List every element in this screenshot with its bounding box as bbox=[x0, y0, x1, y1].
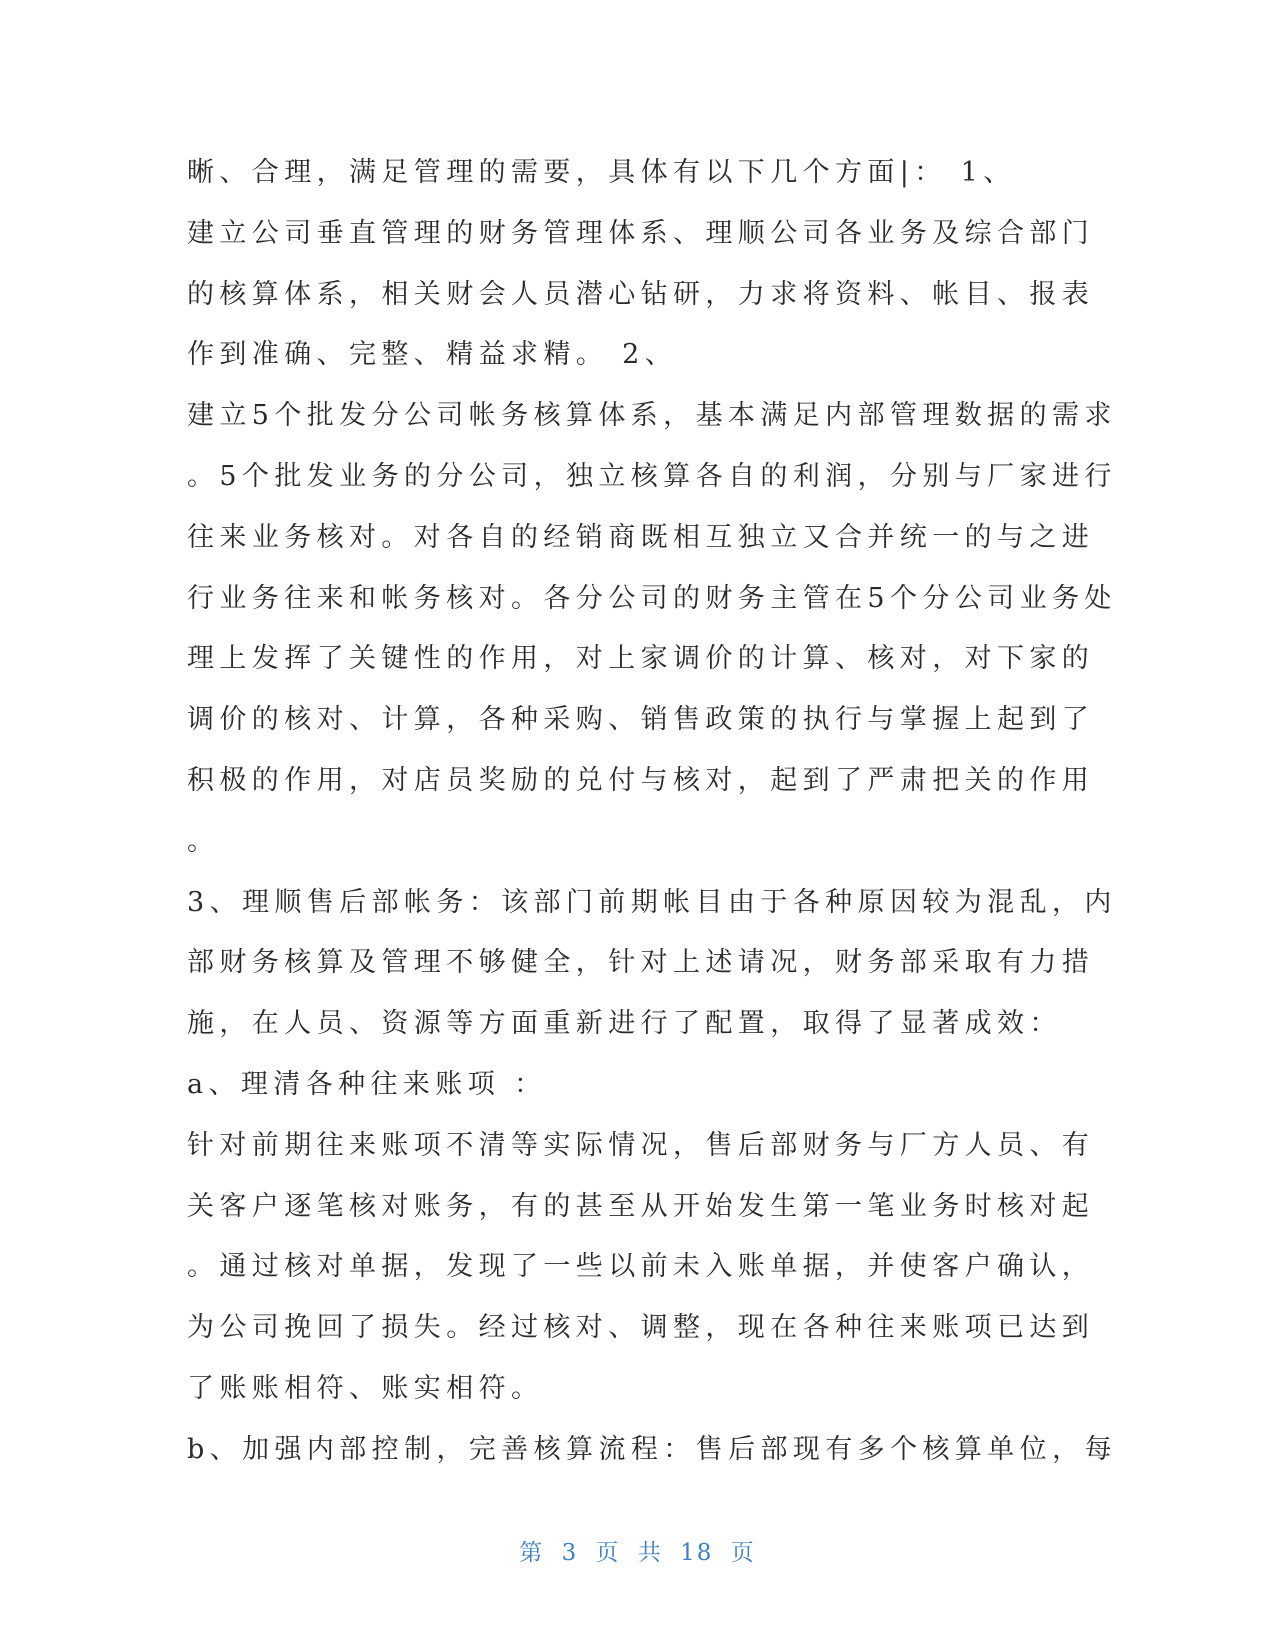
text-line: 关客户逐笔核对账务，有的甚至从开始发生第一笔业务时核对起 bbox=[187, 1190, 1095, 1222]
text-line: 。5个批发业务的分公司，独立核算各自的利润，分别与厂家进行 bbox=[187, 460, 1117, 492]
text-line: 调价的核对、计算，各种采购、销售政策的执行与掌握上起到了 bbox=[187, 704, 1095, 736]
footer-page-number: 3 bbox=[561, 1540, 579, 1566]
text-line: 部财务核算及管理不够健全，针对上述请况，财务部采取有力措 bbox=[187, 947, 1095, 979]
footer-page-suffix: 页 bbox=[730, 1540, 756, 1566]
text-line: 的核算体系，相关财会人员潜心钻研，力求将资料、帐目、报表 bbox=[187, 278, 1095, 310]
text-line: 了账账相符、账实相符。 bbox=[187, 1372, 544, 1404]
text-line: 针对前期往来账项不清等实际情况，售后部财务与厂方人员、有 bbox=[187, 1129, 1095, 1161]
text-line: 往来业务核对。对各自的经销商既相互独立又合并统一的与之进 bbox=[187, 521, 1095, 553]
text-line: 积极的作用，对店员奖励的兑付与核对，起到了严肃把关的作用 bbox=[187, 764, 1095, 796]
text-line: 作到准确、完整、精益求精。 2、 bbox=[187, 339, 678, 371]
text-line: 理上发挥了关键性的作用，对上家调价的计算、核对，对下家的 bbox=[187, 643, 1095, 675]
footer-total-pages: 18 bbox=[680, 1540, 714, 1566]
text-line: 。 bbox=[187, 825, 220, 857]
text-line: 行业务往来和帐务核对。各分公司的财务主管在5个分公司业务处 bbox=[187, 582, 1117, 614]
text-line: b、加强内部控制，完善核算流程：售后部现有多个核算单位，每 bbox=[187, 1433, 1117, 1465]
page-footer bbox=[0, 1534, 1275, 1567]
text-line: 建立5个批发分公司帐务核算体系，基本满足内部管理数据的需求 bbox=[187, 400, 1117, 432]
text-line: 晰、合理，满足管理的需要，具体有以下几个方面|： 1、 bbox=[187, 157, 1016, 188]
text-line: 。通过核对单据，发现了一些以前未入账单据，并使客户确认， bbox=[187, 1251, 1095, 1283]
footer-page-mid: 页 bbox=[595, 1540, 621, 1566]
text-line: 为公司挽回了损失。经过核对、调整，现在各种往来账项已达到 bbox=[187, 1312, 1095, 1344]
text-line: a、理清各种往来账项 ： bbox=[187, 1068, 547, 1100]
footer-total-label: 共 bbox=[637, 1540, 663, 1566]
footer-page-prefix: 第 bbox=[519, 1540, 545, 1566]
text-line: 施，在人员、资源等方面重新进行了配置，取得了显著成效： bbox=[187, 1008, 1062, 1040]
text-line: 建立公司垂直管理的财务管理体系、理顺公司各业务及综合部门 bbox=[187, 217, 1095, 249]
body-text bbox=[187, 143, 1117, 1481]
text-line: 3、理顺售后部帐务：该部门前期帐目由于各种原因较为混乱，内 bbox=[187, 886, 1117, 918]
